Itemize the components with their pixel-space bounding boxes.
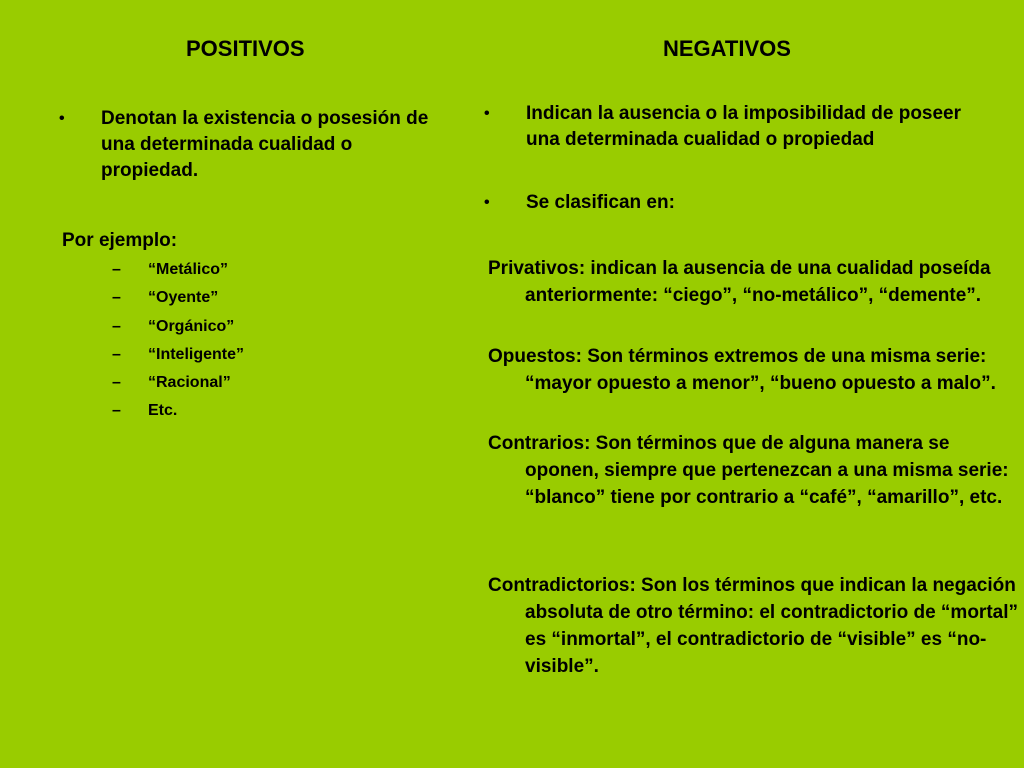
- type-contradictorios: Contradictorios: Son los términos que indican la negación absoluta de otro término: el contradictorio de “mortal” es “inmortal”, el contradictorio de “visible” es “no-visible”.: [488, 575, 1018, 677]
- bullet-icon: •: [59, 110, 65, 127]
- list-item: – “Metálico”: [112, 261, 229, 278]
- examples-list: [112, 260, 244, 430]
- dash-icon: –: [112, 345, 121, 363]
- negativos-heading: NEGATIVOS: [663, 36, 791, 61]
- negativos-bullet-text: Se clasifican en:: [526, 192, 675, 213]
- dash-icon: –: [112, 374, 121, 392]
- list-item: – “Racional”: [112, 374, 231, 392]
- negativos-bullet-1: [484, 101, 981, 153]
- example-label: Por ejemplo:: [62, 230, 178, 251]
- negativos-bullet-text: Indican la ausencia o la imposibilidad de poseer una determinada cualidad o propiedad: [526, 103, 962, 150]
- positivos-bullet-text: Denotan la existencia o posesión de una determinada cualidad o propiedad.: [101, 108, 429, 181]
- dash-icon: –: [112, 402, 121, 420]
- dash-icon: –: [112, 261, 121, 278]
- bullet-icon: •: [484, 194, 490, 211]
- dash-icon: –: [112, 317, 121, 335]
- list-item: – “Inteligente”: [112, 345, 245, 363]
- type-contrarios: Contrarios: Son términos que de alguna manera se oponen, siempre que pertenezcan a una misma serie: “blanco” tiene por contrario a “café”, “amarillo”, etc.: [488, 433, 1009, 508]
- type-opuestos: Opuestos: Son términos extremos de una misma serie: “mayor opuesto a menor”, “bueno opuesto a malo”.: [488, 346, 996, 394]
- positivos-bullet: [59, 106, 441, 184]
- list-item: – Etc.: [112, 402, 178, 420]
- list-item: – “Oyente”: [112, 289, 219, 307]
- positivos-heading: POSITIVOS: [186, 36, 305, 61]
- list-item: – “Orgánico”: [112, 317, 235, 335]
- negativos-bullet-2: [484, 190, 981, 216]
- bullet-icon: •: [484, 105, 490, 122]
- dash-icon: –: [112, 289, 121, 307]
- type-privativos: Privativos: indican la ausencia de una cualidad poseída anteriormente: “ciego”, “no-metálico”, “demente”.: [488, 258, 991, 306]
